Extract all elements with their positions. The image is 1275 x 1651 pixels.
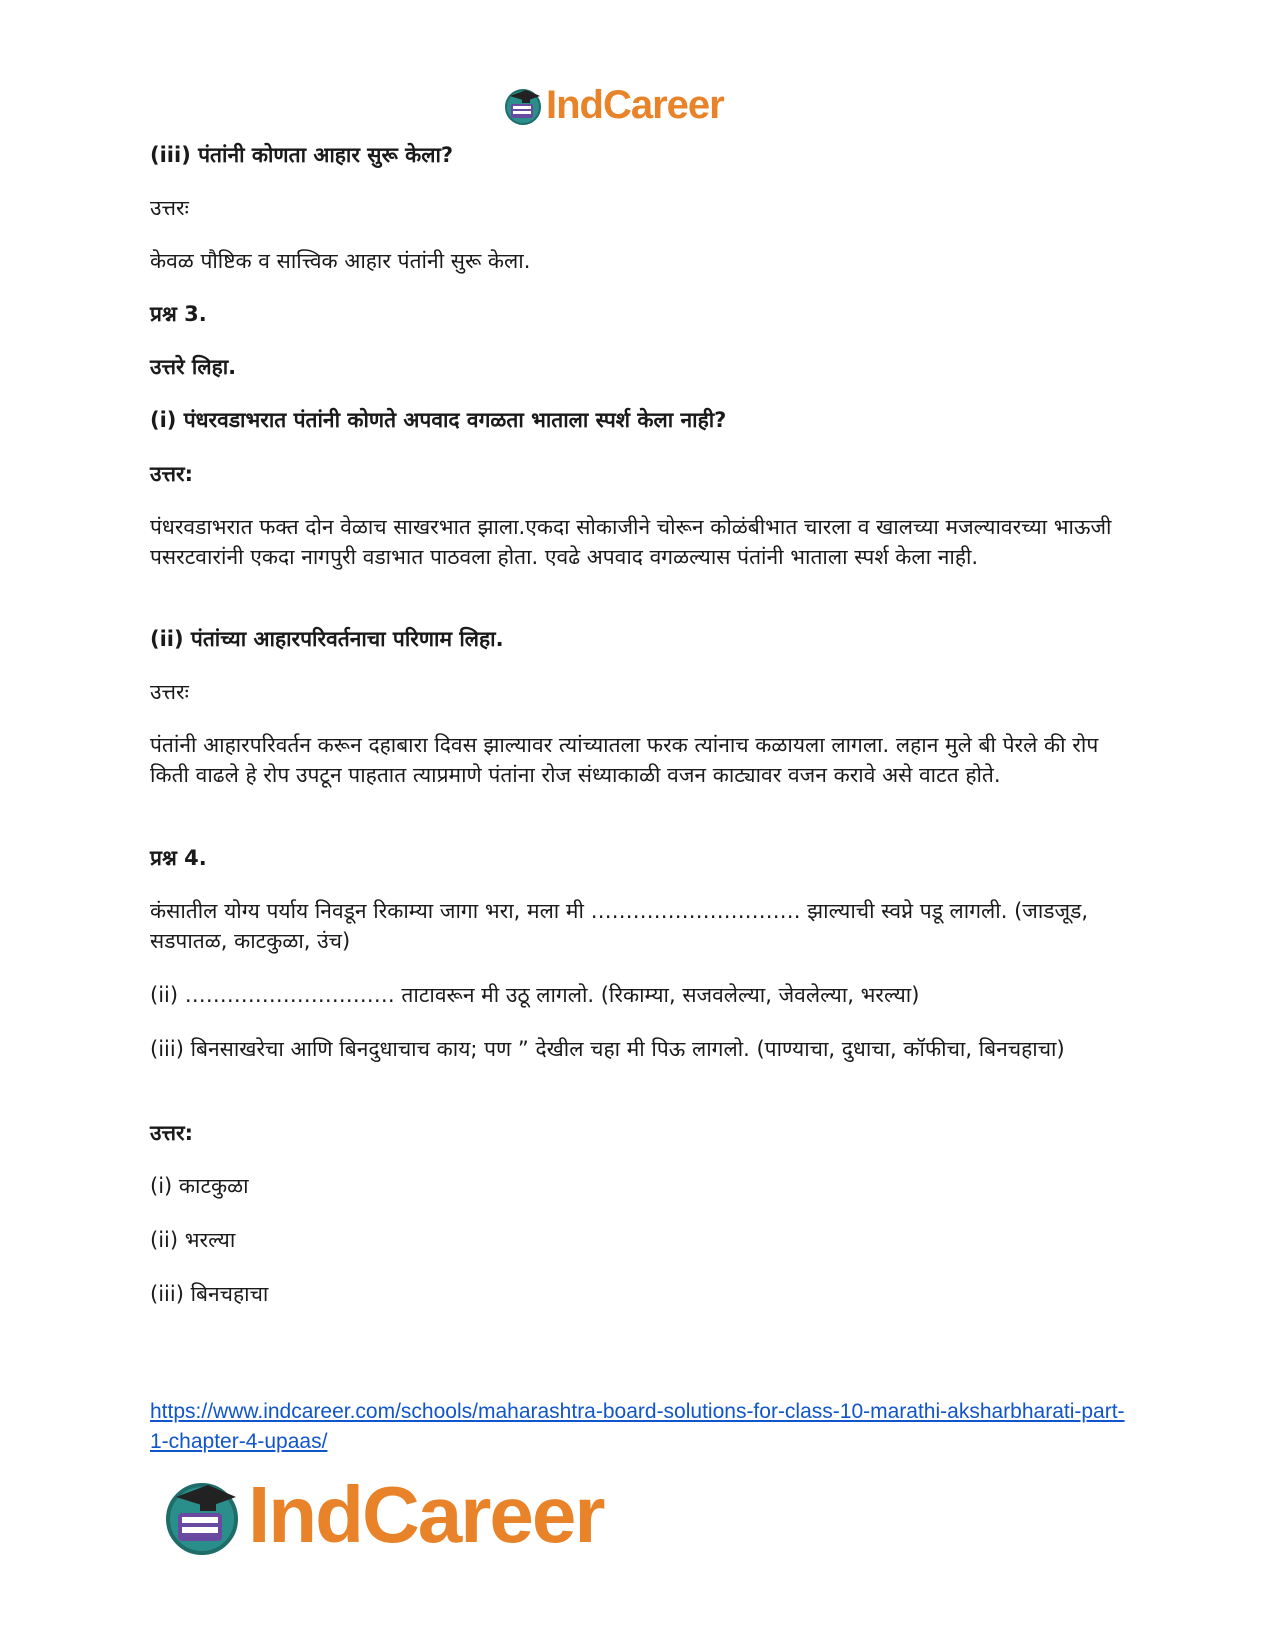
question-number: (i) <box>150 408 177 432</box>
answer-label: उत्तर: <box>150 1121 194 1145</box>
answer-label: उत्तरः <box>150 680 189 704</box>
question-3-ii <box>150 624 1130 654</box>
answer-text: पंधरवडाभरात फक्त दोन वेळाच साखरभात झाला.एकदा सोकाजीने चोरून कोळंबीभात चारला व खालच्या मजल्यावरच्या भाऊजी पसरटवारांनी एकदा नागपुरी वडाभात पाठवला होता. एवढे अपवाद वगळल्यास पंतांनी भाताला स्पर्श केला नाही. <box>150 515 1112 569</box>
graduation-globe-icon <box>502 84 544 126</box>
fill-blank-ii: (ii) ………………………… ताटावरून मी उठू लागलो. (रिकाम्या, सजवलेल्या, जेवलेल्या, भरल्या) <box>150 983 920 1007</box>
answer-item: (iii) बिनचहाचा <box>150 1282 269 1306</box>
question-heading-3: प्रश्न 3. <box>150 302 207 326</box>
question-number: (ii) <box>150 627 184 651</box>
answer-label: उत्तर: <box>150 462 194 486</box>
question-text: पंतांच्या आहारपरिवर्तनाचा परिणाम लिहा. <box>183 627 504 651</box>
header-logo <box>502 80 724 130</box>
question-3-i <box>150 405 1130 435</box>
answer-label: उत्तरः <box>150 196 189 220</box>
instruction-text: उत्तरे लिहा. <box>150 355 237 379</box>
question-text: पंतांनी कोणता आहार सुरू केला? <box>190 143 454 167</box>
question-heading-4: प्रश्न 4. <box>150 846 207 870</box>
answer-item: (i) काटकुळा <box>150 1174 249 1198</box>
question-text: पंधरवडाभरात पंतांनी कोणते अपवाद वगळता भाताला स्पर्श केला नाही? <box>176 408 727 432</box>
question-3-iii <box>150 140 1130 170</box>
question-number: (iii) <box>150 143 191 167</box>
source-link[interactable]: https://www.indcareer.com/schools/maharashtra-board-solutions-for-class-10-marathi-aksharbharati-part-1-chapter-4-upaas/ <box>150 1400 1125 1453</box>
graduation-globe-icon <box>160 1473 244 1557</box>
fill-blank-iii: (iii) बिनसाखरेचा आणि बिनदुधाचाच काय; पण ” देखील चहा मी पिऊ लागलो. (पाण्याचा, दुधाचा, कॉफीचा, बिनचहाचा) <box>150 1037 1065 1061</box>
answer-text: केवळ पौष्टिक व सात्त्विक आहार पंतांनी सुरू केला. <box>150 249 531 273</box>
answer-item: (ii) भरल्या <box>150 1228 236 1252</box>
footer-logo-text: IndCareer <box>248 1470 604 1559</box>
footer-logo <box>160 1470 603 1560</box>
answer-text: पंतांनी आहारपरिवर्तन करून दहाबारा दिवस झाल्यावर त्यांच्यातला फरक त्यांनाच कळायला लागला. लहान मुले बी पेरले की रोप किती वाढले हे रोप उपटून पाहतात त्याप्रमाणे पंतांना रोज संध्याकाळी वजन काट्यावर वजन करावे असे वाटत होते. <box>150 733 1099 787</box>
fill-blank-i: कंसातील योग्य पर्याय निवडून रिकाम्या जागा भरा, मला मी ………………………… झाल्याची स्वप्ने पडू लागली. (जाडजूड, सडपातळ, काटकुळा, उंच) <box>150 899 1089 953</box>
header-logo-text: IndCareer <box>546 82 724 127</box>
